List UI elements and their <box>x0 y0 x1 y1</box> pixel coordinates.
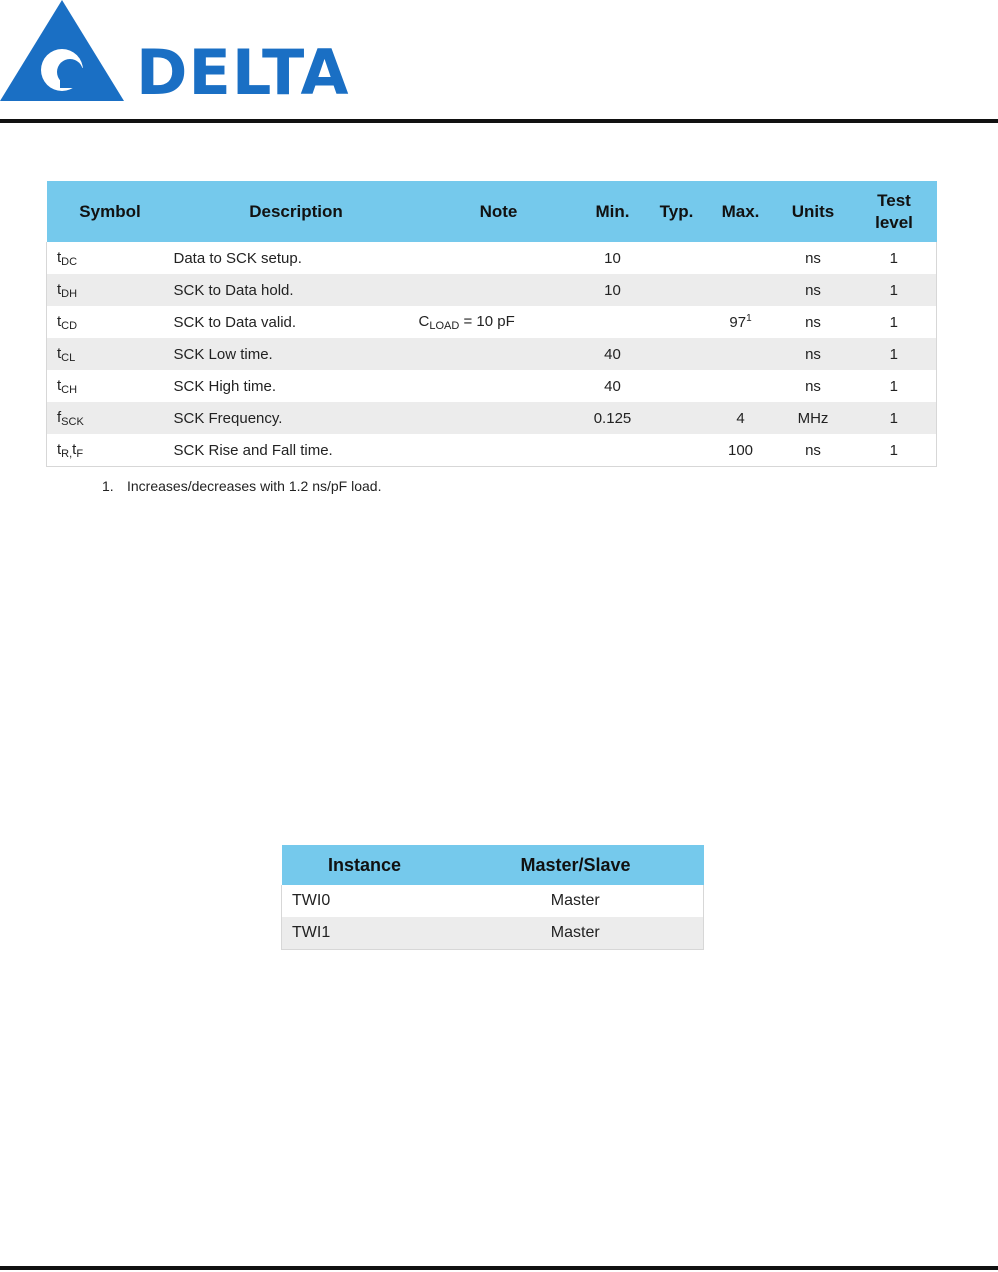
typ-cell <box>647 242 707 274</box>
note-cell <box>419 370 579 402</box>
description-cell: SCK Low time. <box>174 338 419 370</box>
table-row <box>47 242 937 274</box>
units-cell: ns <box>775 338 852 370</box>
table-header-row <box>282 845 704 885</box>
symbol-cell: $t_{DH}$ <box>47 274 174 306</box>
note-cell <box>419 434 579 467</box>
brand-name: DELTA <box>136 36 350 109</box>
header-test-line1: Test <box>877 190 911 210</box>
timing-table <box>46 181 937 467</box>
table-footnote <box>102 478 381 494</box>
table-row <box>47 402 937 434</box>
header-symbol: Symbol <box>47 181 174 242</box>
footnote-text: Increases/decreases with 1.2 ns/pF load. <box>127 478 382 494</box>
units-cell: ns <box>775 306 852 338</box>
typ-cell <box>647 306 707 338</box>
max-cell: 4 <box>707 402 775 434</box>
typ-cell <box>647 274 707 306</box>
units-cell: ns <box>775 242 852 274</box>
units-cell: MHz <box>775 402 852 434</box>
max-cell <box>707 242 775 274</box>
typ-cell <box>647 402 707 434</box>
instance-cell: TWI1 <box>282 917 448 950</box>
header-min: Min. <box>579 181 647 242</box>
header-rule <box>0 119 998 123</box>
note-cell <box>419 274 579 306</box>
header-instance: Instance <box>282 845 448 885</box>
units-cell: ns <box>775 274 852 306</box>
test-level-cell: 1 <box>852 402 937 434</box>
description-cell: Data to SCK setup. <box>174 242 419 274</box>
symbol-cell: $t_{CD}$ <box>47 306 174 338</box>
footnote-number: 1. <box>102 478 114 494</box>
symbol-cell: $t_{CL}$ <box>47 338 174 370</box>
header-units: Units <box>775 181 852 242</box>
mode-cell: Master <box>448 885 704 917</box>
note-cell: $C_{LOAD} = 10$ pF <box>419 306 579 338</box>
delta-logo <box>0 0 350 109</box>
typ-cell <box>647 370 707 402</box>
description-cell: SCK to Data valid. <box>174 306 419 338</box>
header-typ: Typ. <box>647 181 707 242</box>
table-row <box>47 274 937 306</box>
table-header-row <box>47 181 937 242</box>
note-cell <box>419 242 579 274</box>
header-description: Description <box>174 181 419 242</box>
units-cell: ns <box>775 370 852 402</box>
min-cell: 0.125 <box>579 402 647 434</box>
min-cell: 40 <box>579 370 647 402</box>
description-cell: SCK Frequency. <box>174 402 419 434</box>
test-level-cell: 1 <box>852 370 937 402</box>
mode-cell: Master <box>448 917 704 950</box>
table-row <box>47 434 937 467</box>
test-level-cell: 1 <box>852 306 937 338</box>
symbol-cell: $t_{R,}t_F$ <box>47 434 174 467</box>
note-cell <box>419 402 579 434</box>
header-note: Note <box>419 181 579 242</box>
symbol-cell: $t_{CH}$ <box>47 370 174 402</box>
min-cell <box>579 434 647 467</box>
symbol-cell: $t_{DC}$ <box>47 242 174 274</box>
header-test-level <box>852 181 937 242</box>
typ-cell <box>647 338 707 370</box>
description-cell: SCK to Data hold. <box>174 274 419 306</box>
units-cell: ns <box>775 434 852 467</box>
min-cell: 40 <box>579 338 647 370</box>
typ-cell <box>647 434 707 467</box>
table-row <box>282 917 704 950</box>
description-cell: SCK High time. <box>174 370 419 402</box>
symbol-cell: $f_{SCK}$ <box>47 402 174 434</box>
min-cell: 10 <box>579 242 647 274</box>
description-cell: SCK Rise and Fall time. <box>174 434 419 467</box>
test-level-cell: 1 <box>852 242 937 274</box>
header-max: Max. <box>707 181 775 242</box>
table-row <box>47 338 937 370</box>
table-row <box>282 885 704 917</box>
instance-cell: TWI0 <box>282 885 448 917</box>
max-cell <box>707 338 775 370</box>
max-cell: $97^1$ <box>707 306 775 338</box>
test-level-cell: 1 <box>852 434 937 467</box>
header-master-slave: Master/Slave <box>448 845 704 885</box>
note-cell <box>419 338 579 370</box>
min-cell <box>579 306 647 338</box>
max-cell: 100 <box>707 434 775 467</box>
instance-table <box>281 845 704 950</box>
table-row <box>47 306 937 338</box>
table-row <box>47 370 937 402</box>
footnote-ref: 1 <box>746 313 752 324</box>
footer-rule <box>0 1266 998 1270</box>
test-level-cell: 1 <box>852 338 937 370</box>
max-cell <box>707 370 775 402</box>
header-test-line2: level <box>875 212 913 232</box>
min-cell: 10 <box>579 274 647 306</box>
max-cell <box>707 274 775 306</box>
test-level-cell: 1 <box>852 274 937 306</box>
